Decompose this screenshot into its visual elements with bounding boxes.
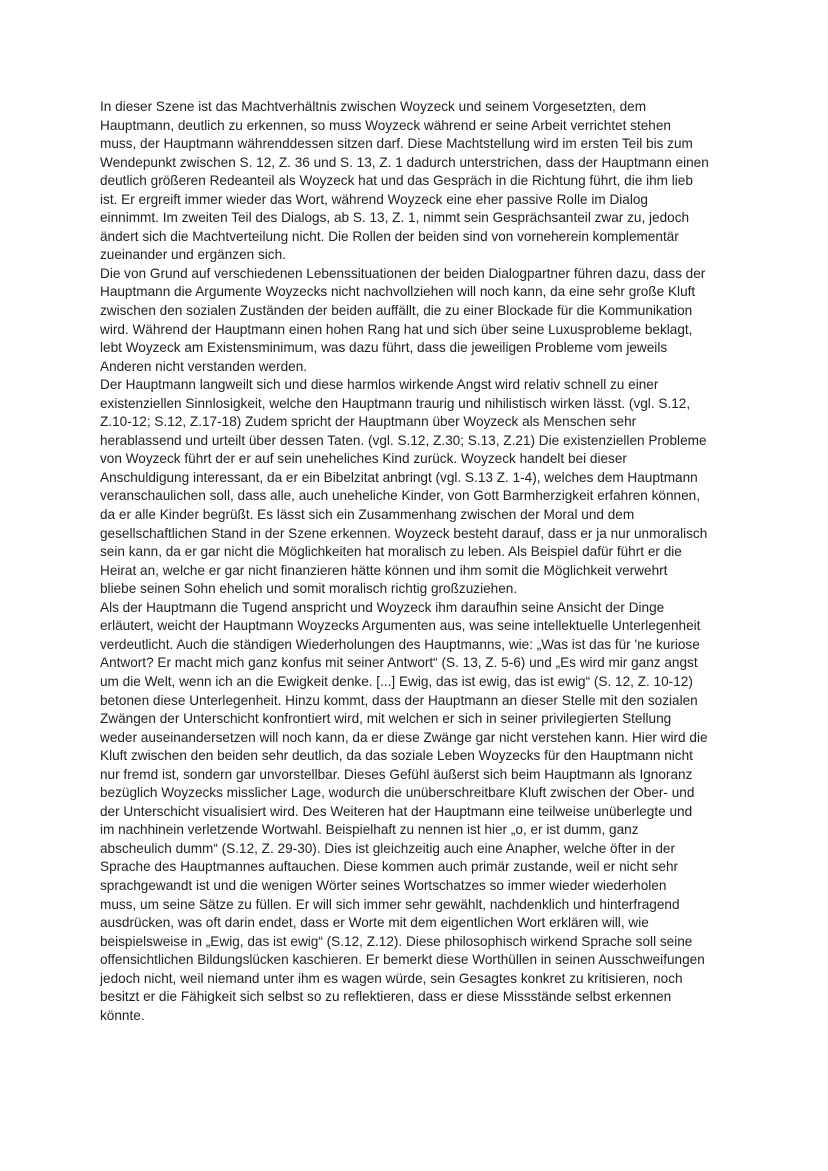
paragraph-life-situations: Die von Grund auf verschiedenen Lebenssituationen der beiden Dialogpartner führen dazu, dass der Hauptmann die Argumente Woyzecks nicht nachvollziehen will noch kann, da eine sehr große Kluft zwischen den sozialen Zuständen der beiden auffällt, die zu einer Blockade für die Kommunikation wird. Während der Hauptmann einen hohen Rang hat und sich über seine Luxusprobleme beklagt, lebt Woyzeck am Existensminimum, was dazu führt, dass die jeweiligen Probleme vom jeweils Anderen nicht verstanden werden. — [100, 265, 706, 374]
paragraph-boredom-morality: Der Hauptmann langweilt sich und diese harmlos wirkende Angst wird relativ schnell zu einer existenziellen Sinnlosigkeit, welche den Hauptmann traurig und nihilistisch wirken lässt. (vgl. S.12, Z.10-12; S.12, Z.17-18) Zudem spricht der Hauptmann über Woyzeck als Menschen sehr herablassend und urteilt über dessen Taten. (vgl. S.12, Z.30; S.13, Z.21) Die existenziellen Probleme von Woyzeck führt der er auf sein uneheliches Kind zurück. Woyzeck handelt bei dieser Anschuldigung interessant, da er ein Bibelzitat anbringt (vgl. S.13 Z. 1-4), welches dem Hauptmann veranschaulichen soll, dass alle, auch uneheliche Kinder, von Gott Barmherzigkeit erfahren können, da er alle Kinder begrüßt. Es lässt sich ein Zusammenhang zwischen der Moral und dem gesellschaftlichen Stand in der Szene erkennen. Woyzeck besteht darauf, dass er ja nur unmoralisch sein kann, da er gar nicht die Möglichkeiten hat moralisch zu leben. Als Beispiel dafür führt er die Heirat an, welche er gar nicht finanzieren hätte können und ihm somit die Möglichkeit verwehrt bliebe seinen Sohn ehelich und somit moralisch richtig großzuziehen. — [100, 377, 708, 597]
paragraph-virtue-language: Als der Hauptmann die Tugend anspricht und Woyzeck ihm daraufhin seine Ansicht der Dinge erläutert, weicht der Hauptmann Woyzecks Argumenten aus, was seine intellektuelle Unterlegenheit verdeutlicht. Auch die ständigen Wiederholungen des Hauptmanns, wie: „Was ist das für 'ne kuriose Antwort? Er macht mich ganz konfus mit seiner Antwort“ (S. 13, Z. 5-6) und „Es wird mir ganz angst um die Welt, wenn ich an die Ewigkeit denke. [...] Ewig, das ist ewig, das ist ewig“ (S. 12, Z. 10-12) betonen diese Unterlegenheit. Hinzu kommt, dass der Hauptmann an dieser Stelle mit den sozialen Zwängen der Unterschicht konfrontiert wird, mit welchen er sich in seiner privilegierten Stellung weder auseinandersetzen will noch kann, da er diese Zwänge gar nicht verstehen kann. Hier wird die Kluft zwischen den beiden sehr deutlich, da das soziale Leben Woyzecks für den Hauptmann nicht nur fremd ist, sondern gar unvorstellbar. Dieses Gefühl äußerst sich beim Hauptmann als Ignoranz bezüglich Woyzecks misslicher Lage, wodurch die unüberschreitbare Kluft zwischen der Ober- und der Unterschicht visualisiert wird. Des Weiteren hat der Hauptmann eine teilweise unüberlegte und im nachhinein verletzende Wortwahl. Beispielhaft zu nennen ist hier „o, er ist dumm, ganz abscheulich dumm“ (S.12, Z. 29-30). Dies ist gleichzeitig auch eine Anapher, welche öfter in der Sprache des Hauptmannes auftauchen. Diese kommen auch primär zustande, weil er nicht sehr sprachgewandt ist und die wenigen Wörter seines Wortschatzes so immer wieder wiederholen muss, um seine Sätze zu füllen. Er will sich immer sehr gewählt, nachdenklich und hinterfragend ausdrücken, was oft darin endet, dass er Worte mit dem eigentlichen Wort erklären will, wie beispielsweise in „Ewig, das ist ewig“ (S.12, Z.12). Diese philosophisch wirkend Sprache soll seine offensichtlichen Bildungslücken kaschieren. Er bemerkt diese Worthüllen in seinen Ausschweifungen jedoch nicht, weil niemand unter ihm es wagen würde, sein Gesagtes konkret zu kritisieren, noch besitzt er die Fähigkeit sich selbst so zu reflektieren, dass er diese Missstände selbst erkennen könnte. — [100, 599, 708, 1023]
paragraph-power-relation: In dieser Szene ist das Machtverhältnis zwischen Woyzeck und seinem Vorgesetzten, dem Hauptmann, deutlich zu erkennen, so muss Woyzeck während er seine Arbeit verrichtet stehen muss, der Hauptmann währenddessen sitzen darf. Diese Machtstellung wird im ersten Teil bis zum Wendepunkt zwischen S. 12, Z. 36 und S. 13, Z. 1 dadurch unterstrichen, dass der Hauptmann einen deutlich größeren Redeanteil als Woyzeck hat und das Gespräch in die Richtung führt, die ihm lieb ist. Er ergreift immer wieder das Wort, während Woyzeck eine eher passive Rolle im Dialog einnimmt. Im zweiten Teil des Dialogs, ab S. 13, Z. 1, nimmt sein Gesprächsanteil zwar zu, jedoch ändert sich die Machtverteilung nicht. Die Rollen der beiden sind von vorneherein komplementär zueinander und ergänzen sich. — [100, 99, 709, 263]
document-page — [100, 98, 730, 1025]
